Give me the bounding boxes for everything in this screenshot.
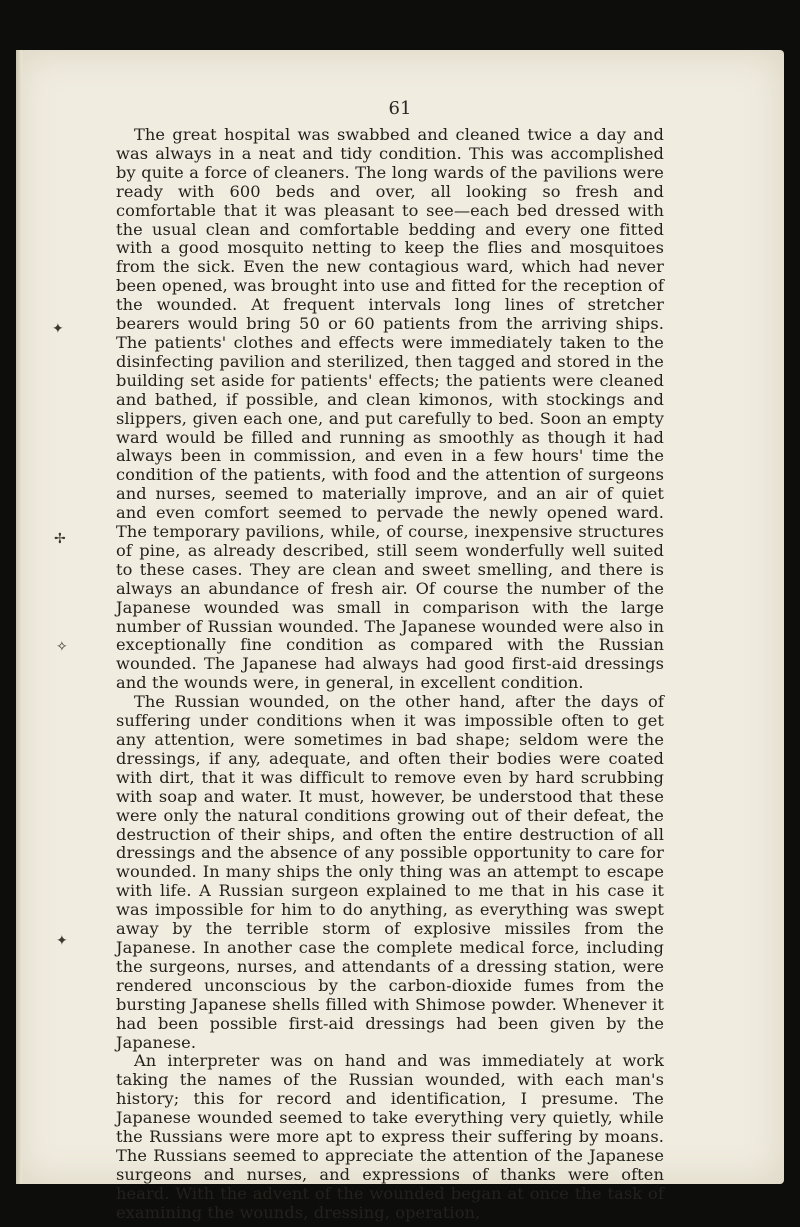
body-text [116,126,664,1223]
paragraph: The Russian wounded, on the other hand, after the days of suffering under conditions when it was impossible often to get any attention, were sometimes in bad shape; seldom were the dressings, if any, adequate, and often their bodies were coated with dirt, that it was difficult to remove even by hard scrubbing with soap and water. It must, however, be understood that these were only the natural conditions growing out of their defeat, the destruction of their ships, and often the entire destruction of all dressings and the absence of any possible opportunity to care for wounded. In many ships the only thing was an attempt to escape with life. A Russian surgeon explained to me that in his case it was impossible for him to do anything, as everything was swept away by the terrible storm of explosive missiles from the Japanese. In another case the complete medical force, including the surgeons, nurses, and attendants of a dressing station, were rendered unconscious by the carbon-dioxide fumes from the bursting Japanese shells filled with Shimose powder. Whenever it had been possible first-aid dressings had been given by the Japanese. [116,692,664,1052]
margin-ink-mark: ✢ [54,531,66,547]
margin-ink-mark: ✧ [56,639,68,655]
paragraph: An interpreter was on hand and was immediately at work taking the names of the Russian wounded, with each man's history; this for record and identification, I presume. The Japanese wounded seemed to take everything very quietly, while the Russians were more apt to express their suffering by moans. The Russians seemed to appreciate the attention of the Japanese surgeons and nurses, and expressions of thanks were often heard. With the advent of the wounded began at once the task of examining the wounds, dressing, operation, [116,1051,664,1222]
margin-ink-mark: ✦ [52,321,64,337]
page-number: 61 [388,98,412,119]
margin-ink-mark: ✦ [56,933,68,949]
page-edge [16,50,22,1184]
paragraph: The great hospital was swabbed and cleaned twice a day and was always in a neat and tidy condition. This was accomplished by quite a force of cleaners. The long wards of the pavilions were ready with 600 beds and over, all looking so fresh and comfortable that it was pleasant to see—each bed dressed with the usual clean and comfortable bedding and every one fitted with a good mosquito netting to keep the flies and mosquitoes from the sick. Even the new contagious ward, which had never been opened, was brought into use and fitted for the reception of the wounded. At frequent intervals long lines of stretcher bearers would bring 50 or 60 patients from the arriving ships. The patients' clothes and effects were immediately taken to the disinfecting pavilion and sterilized, then tagged and stored in the building set aside for patients' effects; the patients were cleaned and bathed, if possible, and clean kimonos, with stockings and slippers, given each one, and put carefully to bed. Soon an empty ward would be filled and running as smoothly as though it had always been in commission, and even in a few hours' time the condition of the patients, with food and the attention of surgeons and nurses, seemed to materially improve, and an air of quiet and even comfort seemed to pervade the newly opened ward. The temporary pavilions, while, of course, inexpensive structures of pine, as already described, still seem wonderfully well suited to these cases. They are clean and sweet smelling, and there is always an abundance of fresh air. Of course the number of the Japanese wounded was small in comparison with the large number of Russian wounded. The Japanese wounded were also in exceptionally fine condition as compared with the Russian wounded. The Japanese had always had good first-aid dressings and the wounds were, in general, in excellent condition. [116,125,664,693]
book-page [16,50,784,1222]
